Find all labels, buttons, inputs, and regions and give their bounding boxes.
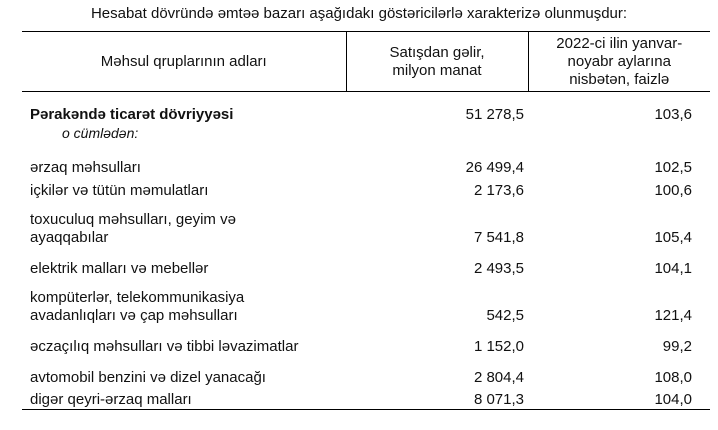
header-revenue-line2: milyon manat (392, 61, 482, 79)
header-revenue (346, 32, 528, 92)
row-revenue: 1 152,0 (473, 338, 524, 355)
total-revenue: 51 278,5 (465, 106, 524, 123)
row-name (22, 146, 346, 177)
table-row (22, 200, 710, 247)
table-row (22, 356, 710, 387)
row-name (22, 278, 346, 325)
row-name (22, 356, 346, 387)
row-name-line2: avadanlıqları və çap məhsulları (30, 307, 238, 324)
header-product-group-label: Məhsul qruplarının adları (100, 52, 267, 70)
header-product-group (22, 32, 346, 92)
header-index-line1: 2022-ci ilin yanvar- (556, 34, 683, 52)
row-name (22, 200, 346, 247)
row-revenue: 2 804,4 (473, 369, 524, 386)
row-name-line1: toxuculuq məhsulları, geyim və (30, 211, 236, 228)
row-revenue: 2 173,6 (473, 182, 524, 199)
header-index-line2: noyabr aylarına (567, 52, 671, 70)
header-row (22, 32, 710, 92)
row-name-line1: avtomobil benzini və dizel yanacağı (30, 369, 266, 386)
row-revenue: 542,5 (486, 307, 524, 324)
row-revenue: 2 493,5 (473, 260, 524, 277)
retail-table (22, 31, 710, 410)
row-index: 104,1 (654, 260, 692, 277)
subheading: o cümlədən: (62, 125, 139, 141)
table-row (22, 325, 710, 356)
row-revenue: 26 499,4 (465, 159, 524, 176)
row-index: 99,2 (662, 338, 692, 355)
row-name-line1: kompüterlər, telekommunikasiya (30, 289, 245, 306)
header-index (528, 32, 710, 92)
header-index-line3: nisbətən, faizlə (569, 70, 670, 88)
table-caption: Hesabat dövründə əmtəə bazarı aşağıdakı göstəricilərlə xarakterizə olunmuşdur: (90, 5, 628, 22)
row-name (22, 247, 346, 278)
total-name: Pərakəndə ticarət dövriyyəsi (30, 106, 234, 123)
table-row (22, 247, 710, 278)
table-row (22, 146, 710, 177)
row-revenue: 8 071,3 (346, 387, 528, 410)
row-name-line1: elektrik malları və mebellər (30, 260, 209, 277)
row-name-line1: içkilər və tütün məmulatları (30, 182, 209, 199)
header-revenue-line1: Satışdan gəlir, (389, 43, 485, 61)
table-row (22, 177, 710, 200)
row-name (22, 387, 346, 410)
row-index: 100,6 (654, 182, 692, 199)
table-row (22, 278, 710, 325)
row-name-line2: ayaqqabılar (30, 229, 109, 246)
row-revenue: 7 541,8 (473, 229, 524, 246)
row-index: 121,4 (654, 307, 692, 324)
row-name-line1: ərzaq məhsulları (30, 159, 141, 176)
row-index: 102,5 (654, 159, 692, 176)
total-row (22, 92, 710, 125)
table-row (22, 387, 710, 410)
row-name (22, 177, 346, 200)
row-name (22, 325, 346, 356)
row-index: 108,0 (654, 369, 692, 386)
total-index: 103,6 (654, 106, 692, 123)
subheading-row (22, 124, 710, 146)
row-index: 104,0 (528, 387, 710, 410)
row-name-line1: əczaçılıq məhsulları və tibbi ləvazimatlar (30, 338, 299, 355)
row-index: 105,4 (654, 229, 692, 246)
row-name-line1: digər qeyri-ərzaq malları (30, 391, 192, 408)
